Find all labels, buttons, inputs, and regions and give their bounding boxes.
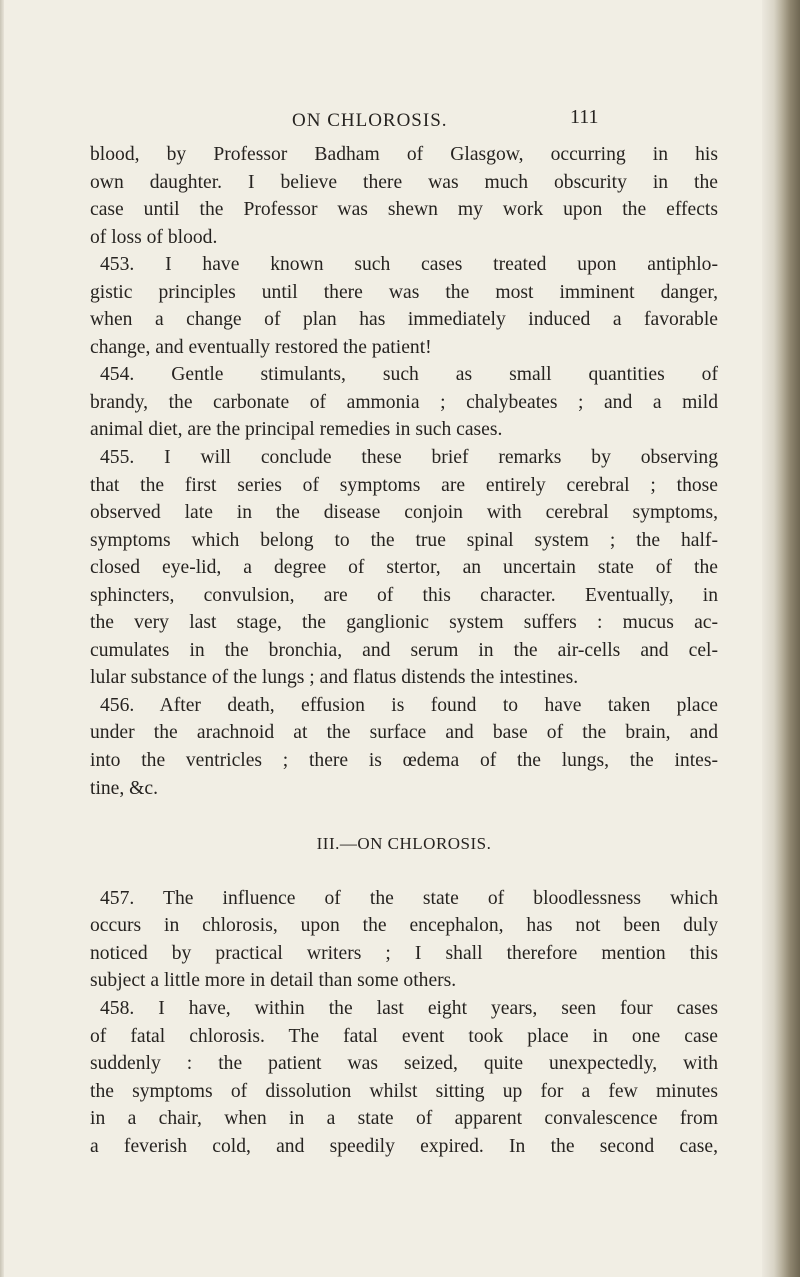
text-line: into the ventricles ; there is œdema of the lungs, the intes- (90, 750, 718, 772)
text-line: tine, &c. (90, 777, 159, 799)
text-line: in a chair, when in a state of apparent convalescence from (90, 1108, 718, 1130)
text-line: blood, by Professor Badham of Glasgow, occurring in his (90, 144, 718, 165)
text-line: 457. The influence of the state of bloodlessness which (100, 887, 718, 909)
section-heading: III.—ON CHLOROSIS. (316, 833, 492, 853)
text-line: sphincters, convulsion, are of this character. Eventually, in (90, 584, 718, 606)
text-line: change, and eventually restored the patient! (90, 336, 432, 358)
page-header (0, 104, 760, 134)
text-line: symptoms which belong to the true spinal system ; the half- (90, 529, 718, 551)
text-line: animal diet, are the principal remedies in such cases. (90, 419, 503, 441)
text-line: under the arachnoid at the surface and base of the brain, and (90, 722, 718, 744)
text-line: own daughter. I believe there was much obscurity in the (90, 171, 718, 193)
text-line: subject a little more in detail than some others. (90, 970, 457, 992)
text-line: suddenly : the patient was seized, quite unexpectedly, with (90, 1053, 718, 1075)
text-line: 456. After death, effusion is found to have taken place (100, 694, 718, 716)
text-line: 458. I have, within the last eight years, seen four cases (100, 997, 718, 1019)
text-line: 454. Gentle stimulants, such as small quantities of (100, 364, 718, 386)
text-line: noticed by practical writers ; I shall therefore mention this (90, 942, 718, 964)
text-line: 455. I will conclude these brief remarks by observing (100, 447, 718, 469)
text-line: of fatal chlorosis. The fatal event took place in one case (90, 1025, 718, 1047)
text-line: the very last stage, the ganglionic system suffers : mucus ac- (90, 612, 718, 634)
body-text (90, 141, 718, 1160)
text-line: of loss of blood. (90, 226, 218, 248)
text-line: the symptoms of dissolution whilst sitting up for a few minutes (90, 1080, 718, 1102)
text-line: observed late in the disease conjoin with cerebral symptoms, (90, 502, 718, 524)
page-edge-right (762, 0, 800, 1277)
text-line: brandy, the carbonate of ammonia ; chalybeates ; and a mild (90, 391, 718, 413)
text-line: that the first series of symptoms are entirely cerebral ; those (90, 474, 718, 496)
text-line: when a change of plan has immediately induced a favorable (90, 309, 718, 331)
text-line: lular substance of the lungs ; and flatus distends the intestines. (90, 667, 579, 689)
text-line: cumulates in the bronchia, and serum in the air-cells and cel- (90, 639, 718, 661)
text-line: occurs in chlorosis, upon the encephalon, has not been duly (90, 915, 718, 937)
running-title: ON CHLOROSIS. (292, 110, 448, 131)
page-edge-left (0, 0, 4, 1277)
text-line: 453. I have known such cases treated upon antiphlo- (100, 254, 718, 276)
text-line: gistic principles until there was the most imminent danger, (90, 281, 718, 303)
text-line: closed eye-lid, a degree of stertor, an uncertain state of the (90, 557, 718, 579)
text-line: a feverish cold, and speedily expired. In the second case, (90, 1135, 718, 1157)
text-line: case until the Professor was shewn my work upon the effects (90, 199, 718, 221)
page-number: 111 (570, 106, 599, 128)
